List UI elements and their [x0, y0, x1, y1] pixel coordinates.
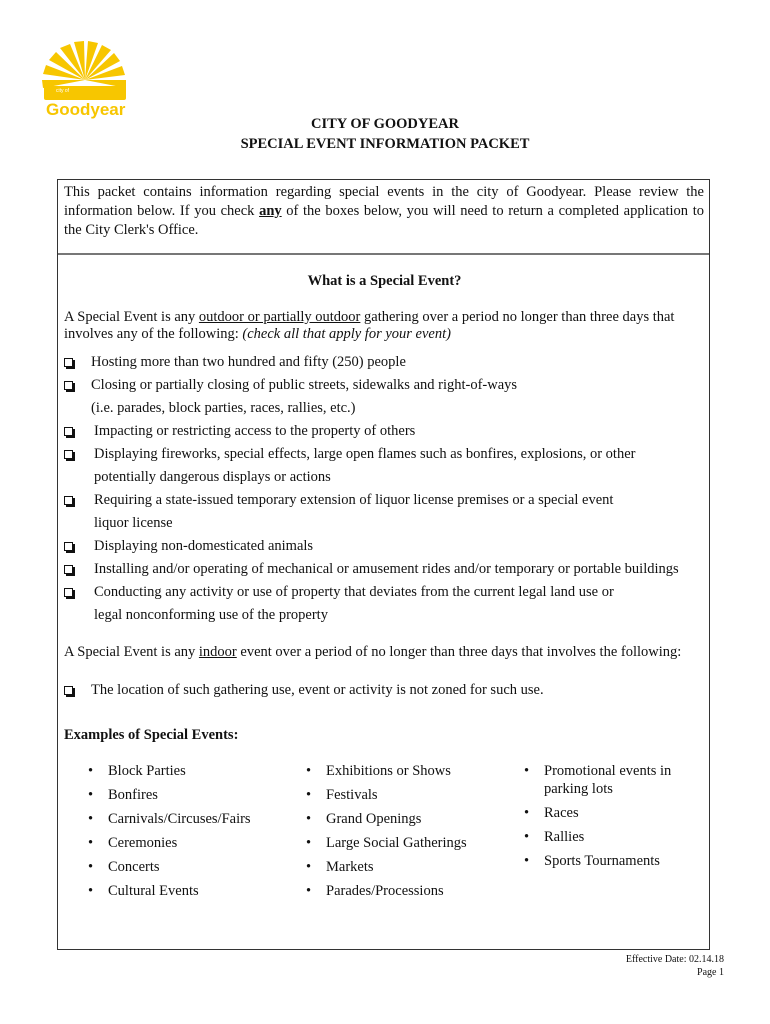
checkbox[interactable]	[64, 427, 73, 436]
title-line-2: SPECIAL EVENT INFORMATION PACKET	[240, 136, 530, 152]
list-item: • Ceremonies	[86, 834, 286, 852]
list-item: • Festivals	[304, 786, 504, 804]
list-item: • Bonfires	[86, 786, 286, 804]
examples-heading: Examples of Special Events:	[64, 727, 239, 743]
effective-date: Effective Date: 02.14.18	[625, 954, 724, 965]
checklist-item[interactable]: Conducting any activity or use of property that deviates from the current legal land use or legal nonconforming use of the property	[64, 581, 704, 627]
examples-column-1	[86, 762, 286, 906]
emphasis-any: any	[259, 203, 282, 219]
checkbox[interactable]	[64, 358, 73, 367]
checklist-item[interactable]: Displaying fireworks, special effects, large open flames such as bonfires, explosions, or other potentially dangerous displays or actions	[64, 443, 704, 489]
checklist-item[interactable]: Installing and/or operating of mechanical or amusement rides and/or temporary or portable buildings	[64, 558, 704, 581]
checkbox[interactable]	[64, 542, 73, 551]
checkbox[interactable]	[64, 381, 73, 390]
checkbox[interactable]	[64, 565, 73, 574]
list-item: • Concerts	[86, 858, 286, 876]
outdoor-definition: A Special Event is any outdoor or partially outdoor gathering over a period no longer than three days that involves any of the following: (check all that apply for your event)	[64, 309, 675, 342]
list-item: • Markets	[304, 858, 504, 876]
svg-text:Goodyear: Goodyear	[46, 100, 126, 119]
list-item: • Sports Tournaments	[522, 852, 692, 870]
checkbox[interactable]	[64, 450, 73, 459]
title-line-1: CITY OF GOODYEAR	[311, 116, 459, 132]
list-item: • Parades/Processions	[304, 882, 504, 900]
checklist-item[interactable]: Requiring a state-issued temporary extension of liquor license premises or a special event liquor license	[64, 489, 704, 535]
examples-column-3	[522, 762, 692, 876]
checkbox[interactable]	[64, 686, 73, 695]
indoor-checklist	[64, 679, 704, 702]
intro-paragraph: This packet contains information regarding special events in the city of Goodyear. Please review the information below. If you check any of the boxes below, you will need to return a completed application to the City Clerk's Office.	[64, 184, 704, 238]
svg-text:city of: city of	[56, 88, 70, 94]
indoor-definition: A Special Event is any indoor event over a period of no longer than three days that involves the following:	[64, 644, 682, 660]
page-footer	[626, 953, 724, 979]
checklist-item[interactable]: Hosting more than two hundred and fifty (250) people	[64, 351, 704, 374]
content-frame	[57, 179, 710, 950]
list-item: • Rallies	[522, 828, 692, 846]
page-title	[0, 114, 770, 154]
examples-column-2	[304, 762, 504, 906]
list-item: • Races	[522, 804, 692, 822]
list-item: • Block Parties	[86, 762, 286, 780]
event-criteria-checklist	[64, 351, 704, 627]
list-item: • Cultural Events	[86, 882, 286, 900]
list-item: • Promotional events in parking lots	[522, 762, 692, 798]
checklist-item[interactable]: Closing or partially closing of public streets, sidewalks and right-of-ways (i.e. parades, block parties, races, rallies, etc.)	[64, 374, 704, 420]
goodyear-sun-logo-icon	[40, 40, 130, 120]
checkbox[interactable]	[64, 496, 73, 505]
page-number: Page 1	[697, 967, 724, 978]
city-logo	[40, 40, 130, 120]
checklist-item[interactable]: Impacting or restricting access to the property of others	[64, 420, 704, 443]
list-item: • Large Social Gatherings	[304, 834, 504, 852]
list-item: • Carnivals/Circuses/Fairs	[86, 810, 286, 828]
list-item: • Exhibitions or Shows	[304, 762, 504, 780]
section-divider	[58, 253, 709, 255]
list-item: • Grand Openings	[304, 810, 504, 828]
checkbox[interactable]	[64, 588, 73, 597]
checklist-item[interactable]: The location of such gathering use, event or activity is not zoned for such use.	[64, 679, 704, 702]
section-heading: What is a Special Event?	[307, 273, 462, 289]
checklist-item[interactable]: Displaying non-domesticated animals	[64, 535, 704, 558]
